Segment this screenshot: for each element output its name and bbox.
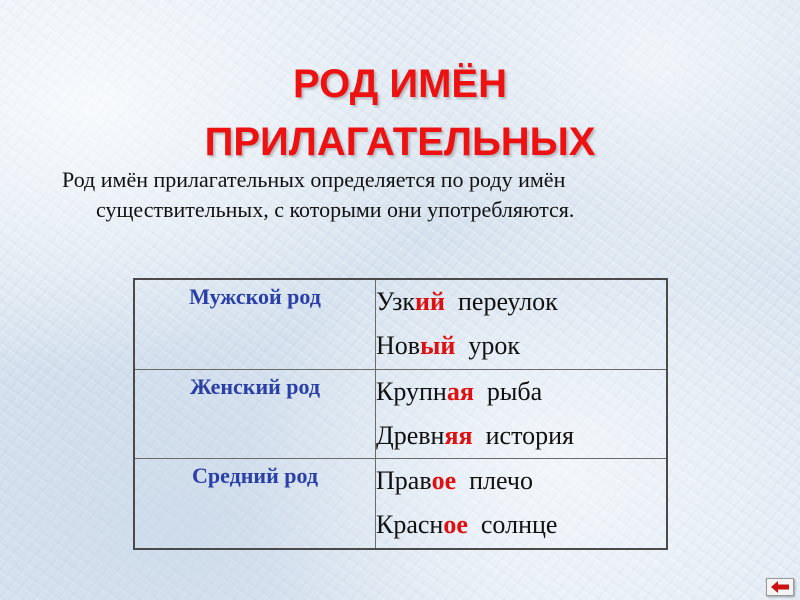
example-phrase <box>376 414 666 458</box>
intro-text <box>62 165 762 225</box>
adjective-ending: ое <box>431 466 457 496</box>
adjective-stem: Крупн <box>376 376 447 406</box>
noun: плечо <box>469 466 533 496</box>
example-phrase <box>376 503 666 547</box>
gender-examples-table <box>133 278 668 550</box>
adjective-stem: Древн <box>376 420 445 450</box>
noun: история <box>485 420 574 450</box>
example-phrase <box>376 324 666 368</box>
intro-line-1: Род имён прилагательных определяется по роду имён <box>62 167 566 192</box>
noun: солнце <box>480 510 558 540</box>
back-button[interactable] <box>766 578 794 596</box>
adjective-stem: Прав <box>376 466 432 496</box>
adjective-ending: ий <box>415 287 445 316</box>
example-phrase <box>376 280 666 324</box>
slide-title-line-2: ПРИЛАГАТЕЛЬНЫХ <box>204 120 596 164</box>
adjective-ending: ое <box>443 510 468 540</box>
adjective-ending: яя <box>444 420 473 450</box>
table-row <box>134 369 667 459</box>
adjective-ending: ая <box>446 376 474 406</box>
gender-cell <box>134 459 376 549</box>
adjective-stem: Нов <box>376 331 421 360</box>
example-phrase <box>376 459 666 503</box>
gender-cell <box>134 279 376 369</box>
slide-title-line-1: РОД ИМЁН <box>292 62 508 106</box>
noun: рыба <box>486 376 543 406</box>
gender-cell <box>134 369 376 459</box>
gender-label: Средний род <box>192 463 318 489</box>
back-arrow-icon <box>771 581 789 593</box>
examples-cell <box>376 279 668 369</box>
table-row <box>134 459 667 549</box>
gender-label: Мужской род <box>189 284 321 309</box>
table-row <box>134 279 667 369</box>
adjective-stem: Узк <box>376 287 416 316</box>
noun: переулок <box>458 287 558 316</box>
noun: урок <box>468 331 520 360</box>
gender-label: Женский род <box>189 373 321 399</box>
examples-cell <box>376 369 668 459</box>
adjective-stem: Красн <box>376 510 444 540</box>
example-phrase <box>376 370 666 414</box>
intro-line-2: существительных, с которыми они употребляются. <box>96 197 575 222</box>
examples-cell <box>376 459 668 549</box>
adjective-ending: ый <box>420 331 456 360</box>
slide-title <box>0 55 800 171</box>
